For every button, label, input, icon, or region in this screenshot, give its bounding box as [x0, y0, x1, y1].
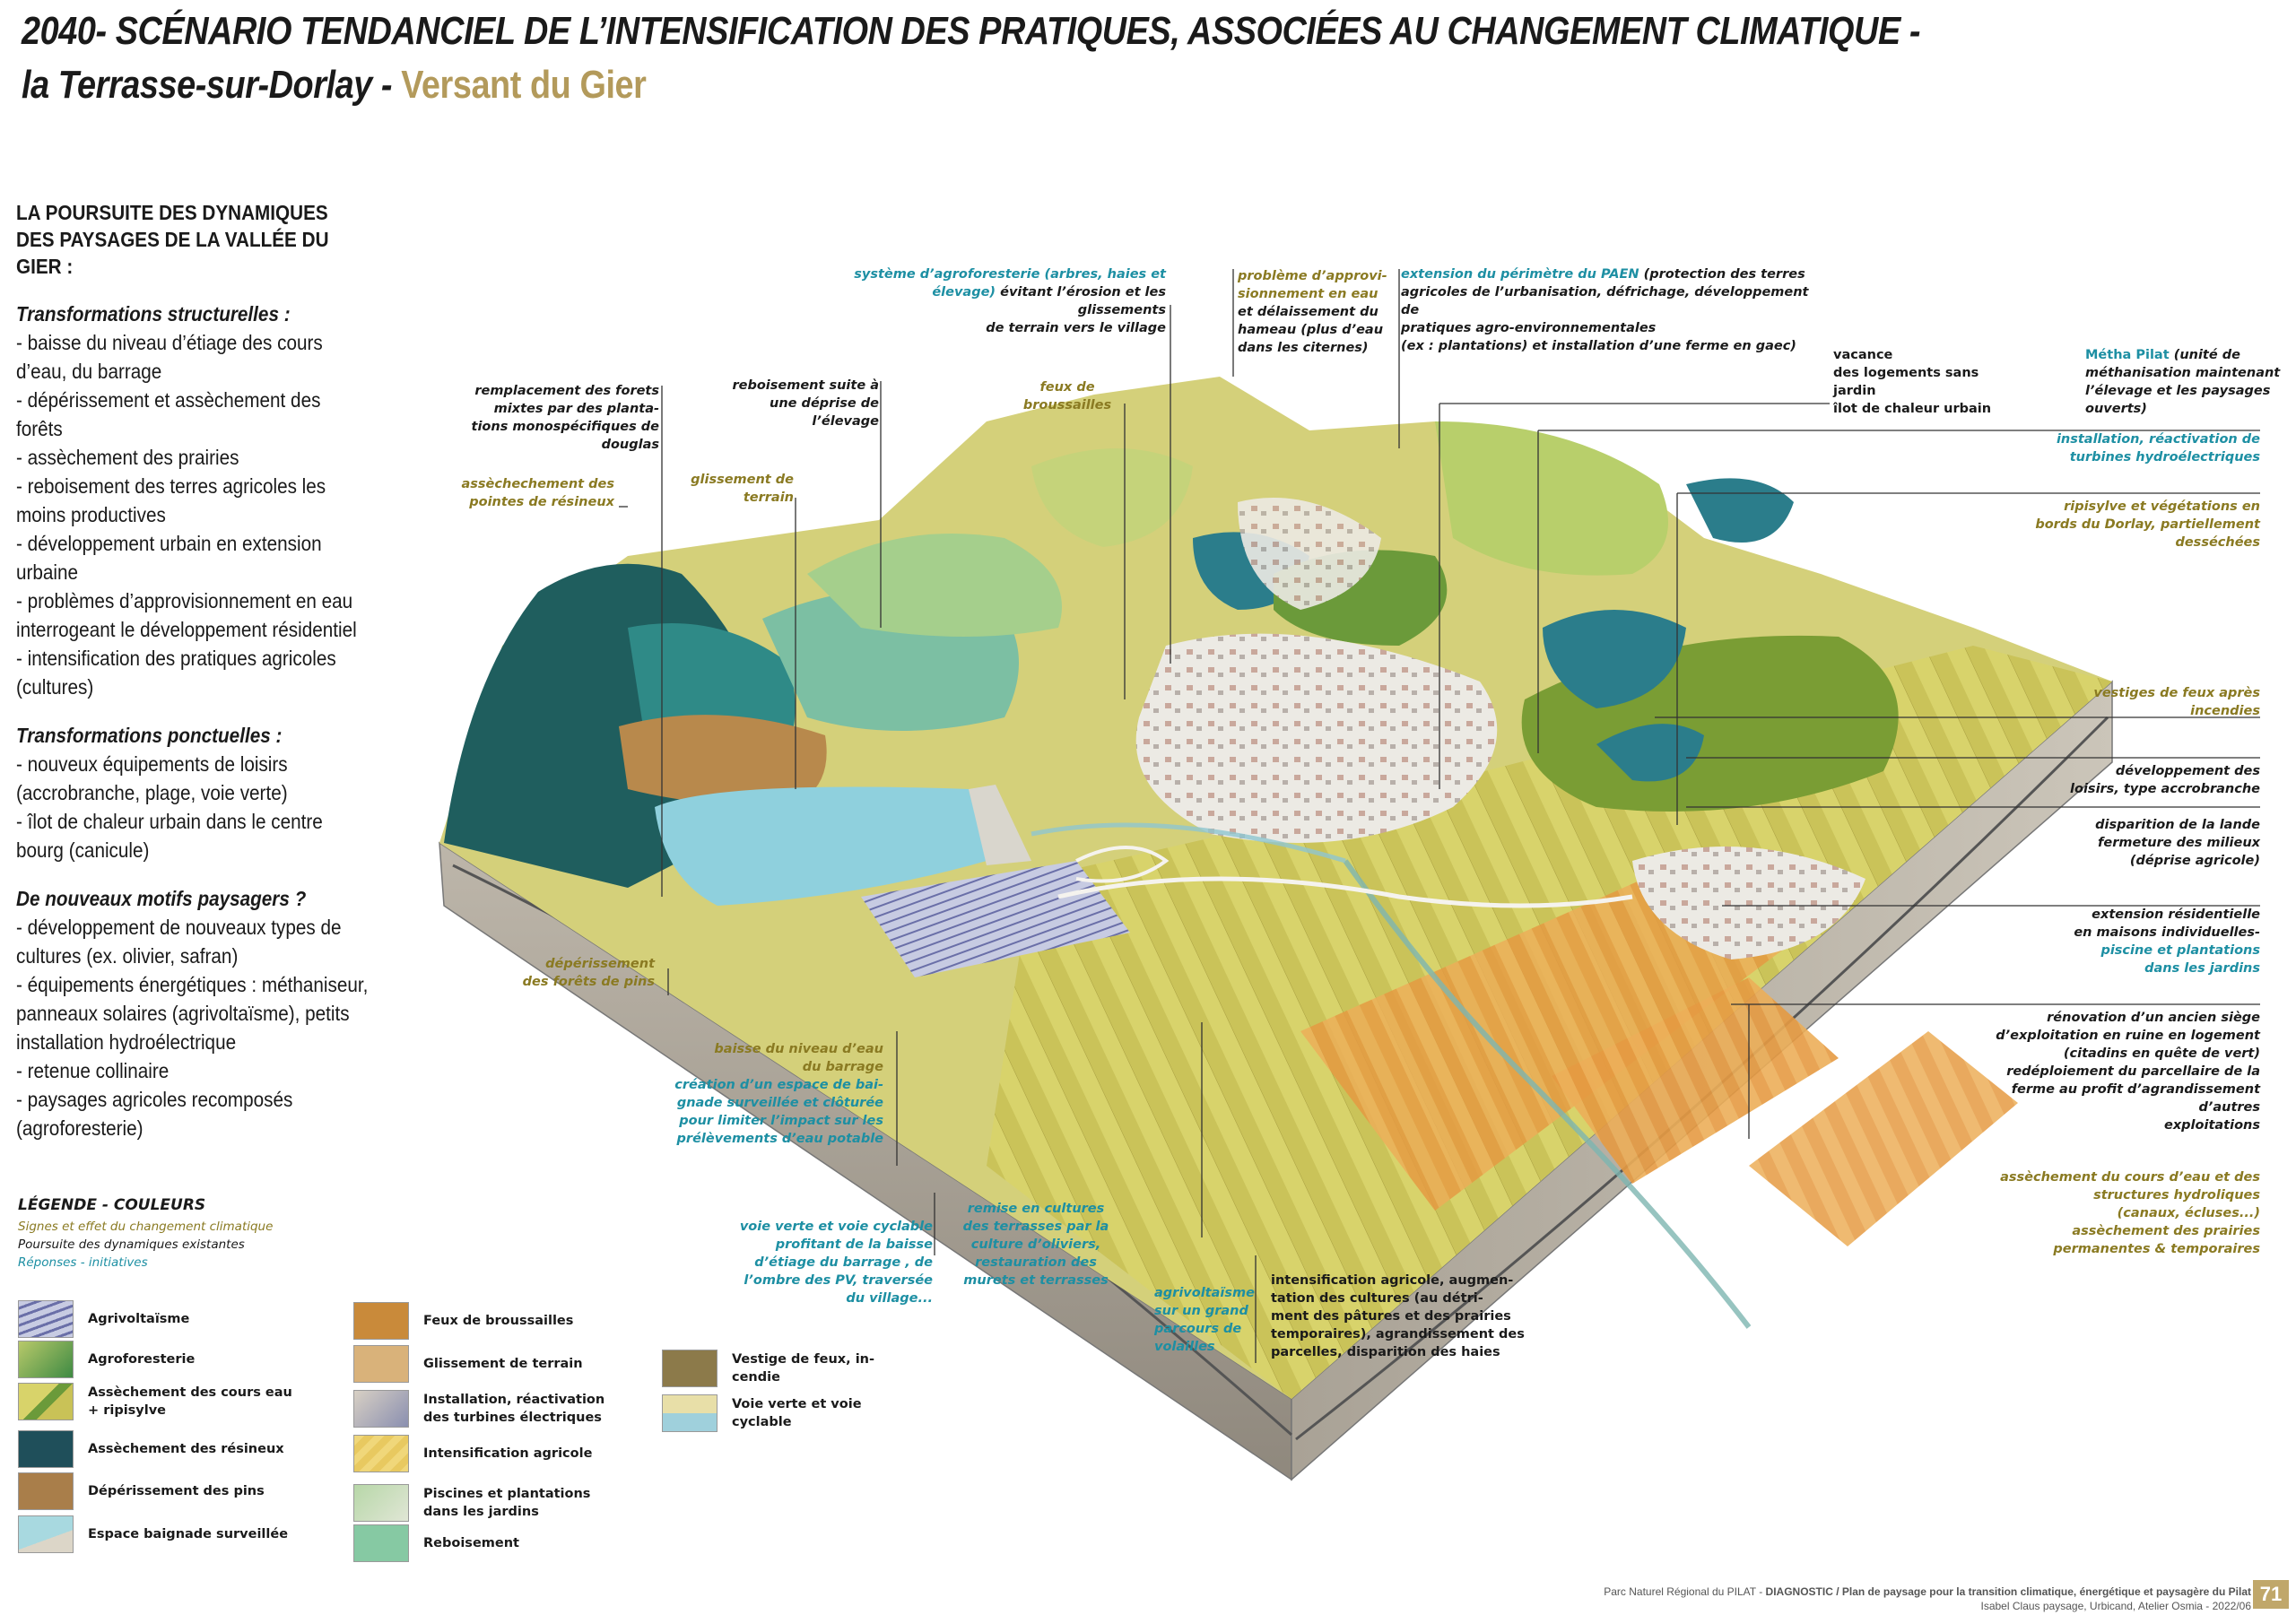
annotation-remplacement-forets: remplacement des forets mixtes par des planta- tions monospécifiques de douglas — [471, 384, 659, 452]
annotation-metha-text: (unité de méthanisation maintenant l’élevage et les paysages ouverts) — [2085, 348, 2281, 416]
annotation-baisse-lead: baisse du niveau d’eau du barrage — [714, 1042, 883, 1074]
intro-text — [16, 199, 371, 1142]
annotation-lande: disparition de la lande fermeture des milieux (déprise agricole) — [2095, 818, 2260, 868]
legend-label: Vestige de feux, in-cendie — [732, 1352, 875, 1385]
footer-credits — [1604, 1585, 2251, 1598]
swatch-reboisement — [353, 1524, 409, 1562]
intro-heading-1: LA POURSUITE DES DYNAMIQUES — [16, 201, 328, 224]
list-item: - reboisement des terres agricoles les moins productives — [16, 474, 326, 526]
annotation-deperissement: dépérissement des forêts de pins — [522, 957, 655, 989]
footer-doc-title: DIAGNOSTIC / Plan de paysage pour la transition climatique, énergétique et paysagère du Pilat — [1765, 1585, 2251, 1598]
annotation-baisse-barrage — [646, 1040, 883, 1148]
swatch-voie-verte — [662, 1394, 718, 1432]
legend-item — [18, 1515, 294, 1553]
swatch-vestige-feux — [662, 1350, 718, 1387]
legend-sub-dynamics: Poursuite des dynamiques existantes — [18, 1237, 245, 1252]
annotation-agroforesterie — [843, 265, 1166, 337]
legend-label: Intensification agricole — [423, 1446, 593, 1461]
list-item: - nouveux équipements de loisirs (accrobranche, plage, voie verte) — [16, 752, 288, 804]
legend-sub-responses: Réponses - initiatives — [18, 1255, 148, 1270]
annotation-vestiges-feux: vestiges de feux après incendies — [2093, 686, 2260, 718]
legend-item — [18, 1341, 294, 1378]
swatch-agrivoltaisme — [18, 1300, 74, 1338]
legend-label: Agroforesterie — [88, 1352, 196, 1367]
annotation-baisse-text: création d’un espace de bai- gnade surveillée et clôturée pour limiter l’impact sur les prélèvements d’eau potable — [674, 1078, 883, 1146]
annotation-paen-text: (protection des terres agricoles de l’urbanisation, défrichage, développement de pratiques agro-environnementales (ex : plantations) et installation d’une ferme en gaec) — [1401, 267, 1809, 353]
annotation-probleme-eau-text: et délaissement du hameau (plus d’eau dans les citernes) — [1238, 305, 1384, 355]
legend-item — [353, 1524, 630, 1562]
legend-label: Feux de broussailles — [423, 1314, 574, 1328]
annotation-ripisylve: ripisylve et végétations en bords du Dorlay, partiellement desséchées — [2035, 499, 2260, 550]
legend-label: Voie verte et voie cyclable — [732, 1397, 862, 1429]
legend-label: Dépérissement des pins — [88, 1484, 265, 1498]
legend-label: Assèchement des résineux — [88, 1442, 284, 1456]
annotation-metha-lead: Métha Pilat — [2085, 348, 2170, 362]
legend-sub-climate: Signes et effet du changement climatique — [18, 1220, 274, 1234]
swatch-assechement-cours-eau — [18, 1383, 74, 1420]
swatch-glissement-terrain — [353, 1345, 409, 1383]
annotation-paen-lead: extension du périmètre du PAEN — [1401, 267, 1639, 282]
legend-label: Assèchement des cours eau + ripisylve — [88, 1385, 292, 1418]
legend-label: Piscines et plantations dans les jardins — [423, 1487, 591, 1519]
section-title-motifs: De nouveaux motifs paysagers ? — [16, 887, 307, 910]
annotation-remise-cultures: remise en cultures des terrasses par la culture d’oliviers, restauration des murets et terrasses — [962, 1202, 1109, 1288]
legend-label: Espace baignade surveillée — [88, 1527, 289, 1541]
annotation-assechement-resineux: assèchechement des pointes de résineux — [461, 477, 614, 509]
page-title-accent: Versant du Gier — [401, 63, 647, 107]
annotation-turbines: installation, réactivation de turbines hydroélectriques — [2056, 432, 2260, 465]
swatch-deperissement-pins — [18, 1472, 74, 1510]
annotation-loisirs: développement des loisirs, type accrobranche — [2070, 764, 2260, 796]
swatch-turbines — [353, 1390, 409, 1428]
footer-authors: Isabel Claus paysage, Urbicand, Atelier Osmia - 2022/06 — [1980, 1600, 2251, 1612]
footer-org: Parc Naturel Régional du PILAT - — [1604, 1585, 1766, 1598]
annotation-extension-lead: extension résidentielle en maisons individuelles- — [2074, 907, 2260, 940]
legend-item — [353, 1345, 630, 1383]
annotation-paen — [1401, 265, 1822, 355]
legend-item — [353, 1390, 630, 1428]
legend-label: Installation, réactivation des turbines électriques — [423, 1393, 605, 1425]
annotation-metha-pilat — [2085, 346, 2283, 418]
page-title-line1: 2040- SCÉNARIO TENDANCIEL DE L’INTENSIFICATION DES PRATIQUES, ASSOCIÉES AU CHANGEMENT CLIMATIQUE - — [22, 9, 1921, 53]
legend-title: LÉGENDE - COULEURS — [18, 1196, 206, 1214]
legend-item — [353, 1484, 630, 1522]
annotation-vacance: vacance des logements sans jardin îlot de chaleur urbain — [1833, 348, 1992, 416]
page-number: 71 — [2253, 1580, 2289, 1609]
list-item: - assèchement des prairies — [16, 446, 239, 469]
swatch-feux-broussailles — [353, 1302, 409, 1340]
legend-item — [353, 1302, 630, 1340]
annotation-voie-verte: voie verte et voie cyclable profitant de la baisse d’étiage du barrage , de l’ombre des PV, traversée du village... — [739, 1220, 933, 1306]
annotation-extension-residentielle — [1991, 906, 2260, 977]
legend-item — [18, 1430, 294, 1468]
list-item: - problèmes d’approvisionnement en eau interrogeant le développement résidentiel — [16, 589, 357, 641]
annotation-extension-text: piscine et plantations dans les jardins — [2100, 943, 2260, 976]
swatch-intensification — [353, 1435, 409, 1472]
swatch-agroforesterie — [18, 1341, 74, 1378]
swatch-piscines-jardins — [353, 1484, 409, 1522]
legend-label: Reboisement — [423, 1536, 519, 1550]
annotation-assechement-cours: assèchement du cours d’eau et des structures hydroliques (canaux, écluses...) assèchement des prairies permanentes & temporaires — [2000, 1170, 2260, 1256]
page-title-place: la Terrasse-sur-Dorlay - — [22, 63, 402, 107]
legend-item — [662, 1350, 875, 1387]
annotation-agroforesterie-lead: système d’agroforesterie (arbres, haies et élevage) — [854, 267, 1166, 300]
annotation-probleme-eau-lead: problème d’approvi- sionnement en eau — [1238, 269, 1387, 301]
annotation-renovation: rénovation d’un ancien siège d’exploitation en ruine en logement (citadins en quête de vert) redéploiement du parcellaire de la ferme au profit d’agrandissement d’autres exploitations — [1996, 1011, 2260, 1133]
list-item: - développement urbain en extension urbaine — [16, 532, 322, 584]
legend-item — [18, 1300, 294, 1338]
list-item: - dépérissement et assèchement des forêts — [16, 388, 321, 440]
legend-item — [18, 1472, 294, 1510]
list-item: - baisse du niveau d’étiage des cours d’eau, du barrage — [16, 331, 323, 383]
list-item: - îlot de chaleur urbain dans le centre bourg (canicule) — [16, 810, 323, 862]
legend-label: Agrivoltaïsme — [88, 1312, 190, 1326]
annotation-reboisement: reboisement suite à une déprise de l’élevage — [732, 378, 879, 429]
legend-item — [662, 1394, 875, 1432]
intro-heading-2: DES PAYSAGES DE LA VALLÉE DU GIER : — [16, 228, 329, 278]
annotation-agroforesterie-text: évitant l’érosion et les glissements de terrain vers le village — [986, 285, 1166, 335]
list-item: - développement de nouveaux types de cultures (ex. olivier, safran) — [16, 916, 342, 968]
list-item: - équipements énergétiques : méthaniseur, panneaux solaires (agrivoltaïsme), petits installation hydroélectrique — [16, 973, 369, 1054]
list-item: - retenue collinaire — [16, 1059, 170, 1082]
section-title-ponctuelles: Transformations ponctuelles : — [16, 724, 283, 747]
swatch-espace-baignade — [18, 1515, 74, 1553]
list-item: - paysages agricoles recomposés (agroforesterie) — [16, 1088, 293, 1140]
annotation-probleme-eau — [1238, 267, 1399, 357]
legend-item — [353, 1435, 630, 1472]
swatch-assechement-resineux — [18, 1430, 74, 1468]
annotation-glissement: glissement de terrain — [691, 473, 794, 505]
legend-item — [18, 1383, 294, 1420]
legend-label: Glissement de terrain — [423, 1357, 583, 1371]
page-title-line2 — [22, 63, 646, 108]
annotation-intensification: intensification agricole, augmen- tation des cultures (au détri- ment des pâtures et des prairies temporaires), agrandissement des parcelles, disparition des haies — [1271, 1273, 1525, 1359]
section-title-structurelles: Transformations structurelles : — [16, 302, 291, 326]
annotation-agrivoltaisme: agrivoltaïsme sur un grand parcours de volailles — [1154, 1286, 1255, 1354]
annotation-feux: feux de broussailles — [1022, 380, 1112, 412]
list-item: - intensification des pratiques agricoles (cultures) — [16, 647, 336, 699]
